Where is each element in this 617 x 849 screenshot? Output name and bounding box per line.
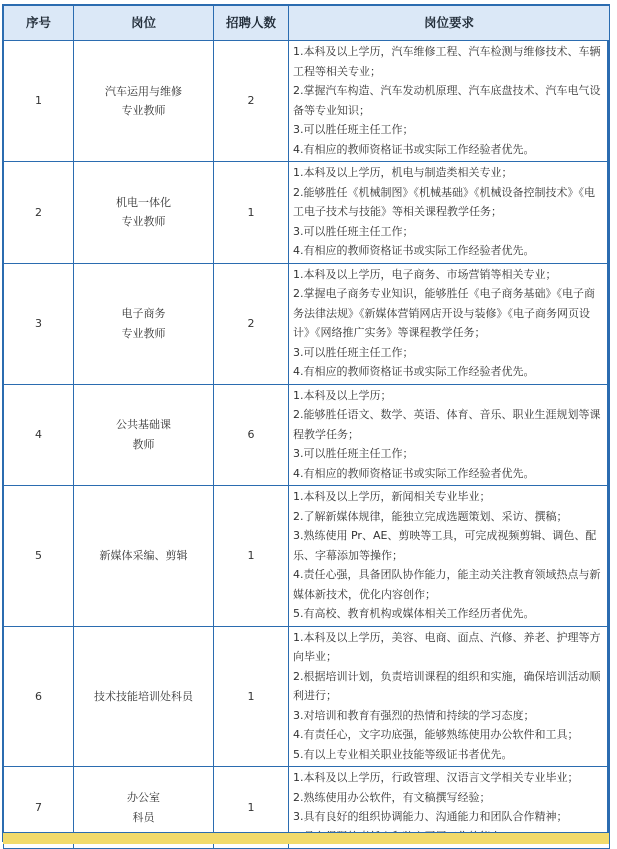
- post-title-line: 技术技能培训处科员: [94, 689, 193, 703]
- requirement-item: 4.有相应的教师资格证书或实际工作经验者优先。: [293, 244, 535, 257]
- table-row: [4, 162, 610, 264]
- requirements: [289, 162, 610, 264]
- headcount: 6: [214, 384, 289, 486]
- post-title-line: 机电一体化: [116, 195, 171, 209]
- post-title: [74, 263, 214, 384]
- header-post: 岗位: [74, 6, 214, 41]
- post-title-line: 科员: [132, 810, 155, 824]
- post-title: [74, 384, 214, 486]
- post-title-line: 专业教师: [121, 326, 166, 340]
- headcount: 2: [214, 41, 289, 162]
- headcount: 1: [214, 767, 289, 849]
- requirement-item: 5.有以上专业相关职业技能等级证书者优先。: [293, 747, 513, 761]
- requirements: [289, 384, 610, 486]
- row-number: 3: [4, 263, 74, 384]
- header-row: [4, 6, 610, 41]
- recruitment-table: [3, 5, 610, 849]
- table-row: [4, 41, 610, 162]
- requirements: [289, 41, 610, 162]
- requirement-item: 1.本科及以上学历；: [293, 388, 392, 402]
- post-title: [74, 41, 214, 162]
- headcount: 1: [214, 486, 289, 627]
- requirement-item: 2.掌握汽车构造、汽车发动机原理、汽车底盘技术、汽车电气设备等专业知识；: [293, 84, 601, 117]
- footer-bar: [3, 832, 609, 844]
- requirements: [289, 486, 610, 627]
- requirement-item: 1.本科及以上学历，新闻相关专业毕业；: [293, 490, 491, 503]
- post-title-line: 专业教师: [121, 215, 166, 229]
- requirement-item: 1.本科及以上学历，美容、电商、面点、汽修、养老、护理等方向毕业；: [293, 630, 601, 663]
- header-requirements: 岗位要求: [289, 6, 610, 41]
- row-number: 1: [4, 41, 74, 162]
- requirement-item: 1.本科及以上学历，汽车维修工程、汽车检测与维修技术、车辆工程等相关专业；: [293, 45, 601, 78]
- requirement-item: 1.本科及以上学历，行政管理、汉语言文学相关专业毕业；: [293, 771, 579, 784]
- post-title-line: 汽车运用与维修: [105, 84, 182, 98]
- post-title-line: 办公室: [127, 791, 160, 804]
- row-number: 7: [4, 767, 74, 849]
- table-row: [4, 486, 610, 627]
- post-title-line: 教师: [132, 437, 155, 451]
- table-body: [4, 41, 610, 849]
- requirement-item: 2.熟练使用办公软件，有文稿撰写经验；: [293, 790, 491, 804]
- headcount: 1: [214, 626, 289, 767]
- requirement-item: 4.有责任心，文字功底强，能够熟练使用办公软件和工具；: [293, 728, 579, 741]
- header-count: 招聘人数: [214, 6, 289, 41]
- headcount: 1: [214, 162, 289, 264]
- requirement-item: 4.责任心强，具备团队协作能力，能主动关注教育领域热点与新媒体新技术，优化内容创作；: [293, 568, 601, 601]
- requirement-item: 3.熟练使用 Pr、AE、剪映等工具，可完成视频剪辑、调色、配乐、字幕添加等操作；: [293, 529, 597, 562]
- requirement-item: 2.根据培训计划，负责培训课程的组织和实施，确保培训活动顺利进行；: [293, 669, 601, 702]
- requirements: [289, 626, 610, 767]
- row-number: 4: [4, 384, 74, 486]
- post-title: [74, 486, 214, 627]
- requirement-item: 4.有相应的教师资格证书或实际工作经验者优先。: [293, 142, 535, 156]
- table-header: [4, 6, 610, 41]
- row-number: 5: [4, 486, 74, 627]
- requirements: [289, 263, 610, 384]
- post-title: [74, 162, 214, 264]
- requirement-item: 3.具有良好的组织协调能力、沟通能力和团队合作精神；: [293, 810, 568, 823]
- row-number: 2: [4, 162, 74, 264]
- requirement-item: 3.对培训和教育有强烈的热情和持续的学习态度；: [293, 708, 535, 722]
- header-no: 序号: [4, 6, 74, 41]
- table-row: [4, 384, 610, 486]
- requirement-item: 1.本科及以上学历，机电与制造类相关专业；: [293, 166, 513, 179]
- post-title-line: 专业教师: [121, 104, 166, 117]
- requirement-item: 1.本科及以上学历，电子商务、市场营销等相关专业；: [293, 267, 557, 281]
- post-title-line: 新媒体采编、剪辑: [99, 549, 188, 562]
- requirement-item: 4.有相应的教师资格证书或实际工作经验者优先。: [293, 365, 535, 378]
- row-number: 6: [4, 626, 74, 767]
- requirement-item: 3.可以胜任班主任工作；: [293, 345, 414, 359]
- requirement-item: 3.可以胜任班主任工作；: [293, 123, 414, 136]
- post-title: [74, 626, 214, 767]
- requirement-item: 2.了解新媒体规律，能独立完成选题策划、采访、撰稿；: [293, 509, 568, 523]
- requirement-item: 3.可以胜任班主任工作；: [293, 447, 414, 460]
- requirement-item: 5.有高校、教育机构或媒体相关工作经历者优先。: [293, 607, 535, 620]
- headcount: 2: [214, 263, 289, 384]
- table-row: [4, 626, 610, 767]
- requirement-item: 2.能够胜任语文、数学、英语、体育、音乐、职业生涯规划等课程教学任务；: [293, 408, 601, 441]
- table-row: [4, 263, 610, 384]
- post-title-line: 电子商务: [121, 307, 166, 320]
- post-title-line: 公共基础课: [116, 418, 171, 432]
- requirement-item: 4.有相应的教师资格证书或实际工作经验者优先。: [293, 466, 535, 480]
- requirement-item: 2.掌握电子商务专业知识，能够胜任《电子商务基础》《电子商务法律法规》《新媒体营销网店开设与装修》《电子商务网页设计》《网络推广实务》等课程教学任务；: [293, 287, 595, 339]
- requirement-item: 3.可以胜任班主任工作；: [293, 224, 414, 238]
- requirement-item: 2.能够胜任《机械制图》《机械基础》《机械设备控制技术》《电工电子技术与技能》等相关课程教学任务；: [293, 185, 595, 218]
